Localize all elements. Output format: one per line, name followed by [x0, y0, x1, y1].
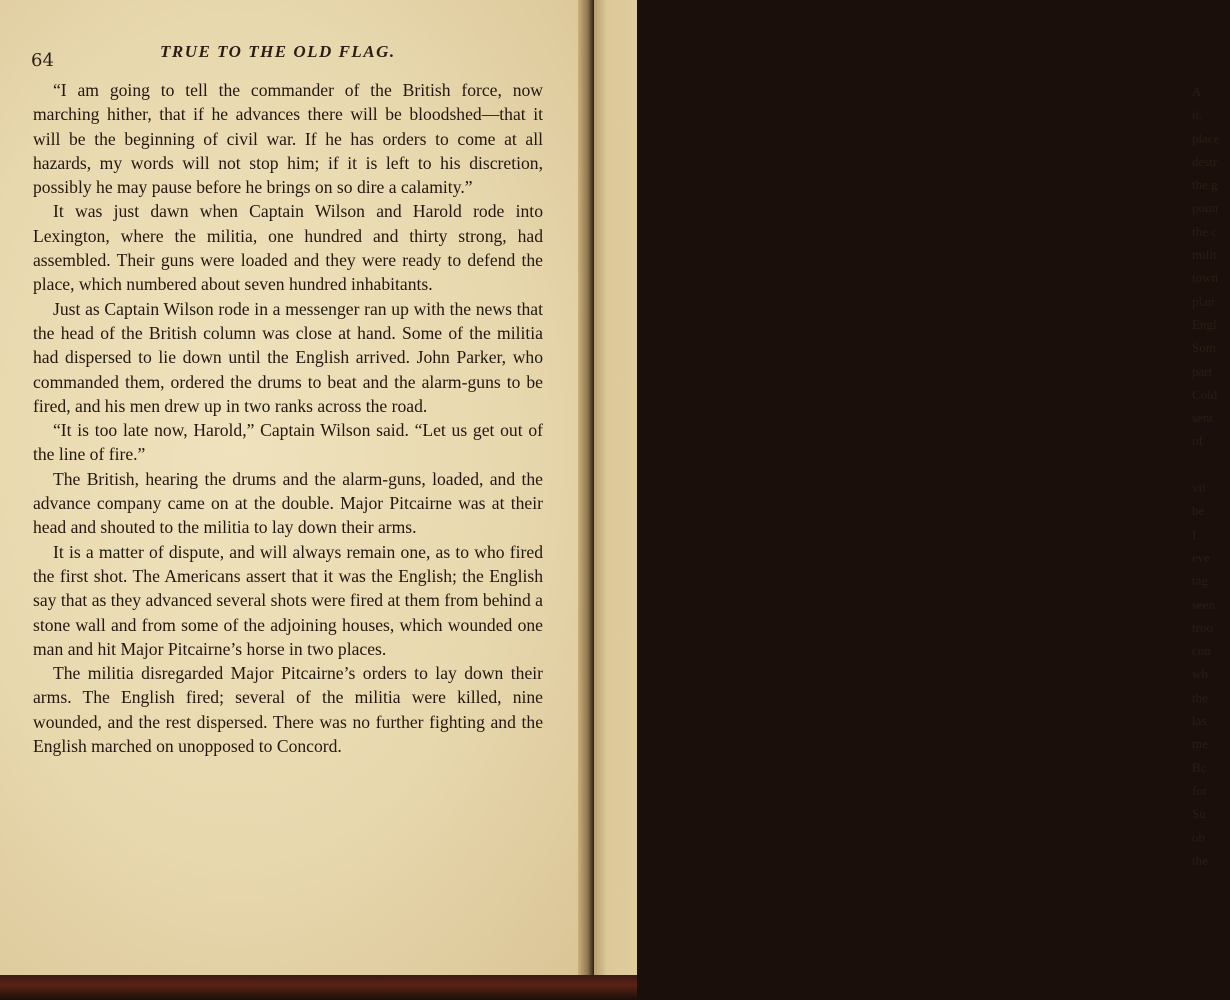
book-bottom-edge — [0, 975, 637, 1000]
adjacent-page-fragments — [1192, 80, 1230, 872]
paragraph: The British, hearing the drums and the alarm-guns, loaded, and the advance company came on at the double. Major Pitcairne was at their head and shouted to the militia to lay down their arms. — [33, 468, 543, 538]
adjacent-page-fragment: Cold — [1192, 386, 1218, 402]
adjacent-page-fragment: part — [1192, 363, 1213, 379]
running-head: TRUE TO THE OLD FLAG. — [160, 42, 396, 61]
adjacent-page — [594, 0, 1220, 975]
adjacent-page-fragment — [1192, 453, 1230, 476]
adjacent-page-fragment: the — [1192, 689, 1208, 705]
adjacent-page-fragment: of — [1192, 433, 1203, 449]
adjacent-page-fragment: the — [1192, 852, 1208, 868]
adjacent-page-fragment: tag — [1192, 573, 1208, 589]
adjacent-page-fragment: A — [1192, 84, 1202, 99]
adjacent-page-fragment: sent — [1192, 410, 1213, 426]
adjacent-page-fragment: las — [1192, 713, 1207, 729]
adjacent-page-fragment: place — [1192, 130, 1220, 146]
adjacent-page-fragment: I — [1192, 526, 1197, 542]
adjacent-page-fragment: town — [1192, 270, 1218, 286]
adjacent-page-fragment: eve — [1192, 549, 1211, 565]
adjacent-page-fragment: for — [1192, 782, 1208, 798]
adjacent-page-fragment: Som — [1192, 340, 1216, 356]
paragraph: It is a matter of dispute, and will always remain one, as to who fired the first shot. The Americans assert that it was the English; the English say that as they advanced several shots were fired at them from behind a stone wall and from some of the adjoining houses, which wounded one man and hit Major Pitcairne’s horse in two places. — [33, 541, 543, 659]
book-gutter — [578, 0, 594, 975]
adjacent-page-fragment: it. — [1192, 107, 1203, 123]
paragraph: “It is too late now, Harold,” Captain Wilson said. “Let us get out of the line of fire.” — [33, 420, 543, 465]
adjacent-page-fragment: be — [1192, 503, 1205, 519]
adjacent-page-fragment: Engl — [1192, 316, 1217, 332]
book-page — [0, 0, 590, 975]
paragraph: The militia disregarded Major Pitcairne’s orders to lay down their arms. The English fired; several of the militia were killed, nine wounded, and the rest dispersed. There was no further fighting and the English marched on unopposed to Concord. — [33, 663, 543, 757]
adjacent-page-fragment: me — [1192, 736, 1208, 752]
adjacent-page-fragment: plan — [1192, 293, 1215, 309]
adjacent-page-fragment: seen — [1192, 596, 1216, 612]
adjacent-page-fragment: Bc — [1192, 759, 1207, 775]
adjacent-page-fragment: destr — [1192, 153, 1218, 169]
page-number: 64 — [31, 50, 54, 71]
adjacent-page-fragment: troo — [1192, 619, 1213, 635]
adjacent-page-fragment: Su — [1192, 806, 1206, 822]
adjacent-page-fragment: vil — [1192, 480, 1206, 496]
adjacent-page-fragment: milit — [1192, 247, 1217, 263]
adjacent-page-fragment: wh — [1192, 666, 1208, 682]
body-text — [33, 78, 543, 758]
paragraph: Just as Captain Wilson rode in a messenger ran up with the news that the head of the British column was close at hand. Some of the militia had dispersed to lie down until the English arrived. John Parker, who commanded them, ordered the drums to beat and the alarm-guns to be fired, and his men drew up in two ranks across the road. — [33, 298, 543, 416]
adjacent-page-fragment: the c — [1192, 223, 1217, 239]
paragraph: It was just dawn when Captain Wilson and Harold rode into Lexington, where the militia, one hundred and thirty strong, had assembled. Their guns were loaded and they were ready to defend the place, which numbered about seven hundred inhabitants. — [33, 201, 543, 295]
adjacent-page-fragment: ob — [1192, 829, 1205, 845]
paragraph: “I am going to tell the commander of the British force, now marching hither, that if he advances there will be bloodshed—that it will be the beginning of civil war. If he has orders to come at all hazards, my words will not stop him; if it is left to his discretion, possibly he may pause before he brings on so dire a calamity.” — [33, 80, 543, 198]
adjacent-page-fragment: con — [1192, 643, 1211, 659]
adjacent-page-fragment: the g — [1192, 177, 1218, 193]
adjacent-page-fragment: poun — [1192, 200, 1218, 216]
